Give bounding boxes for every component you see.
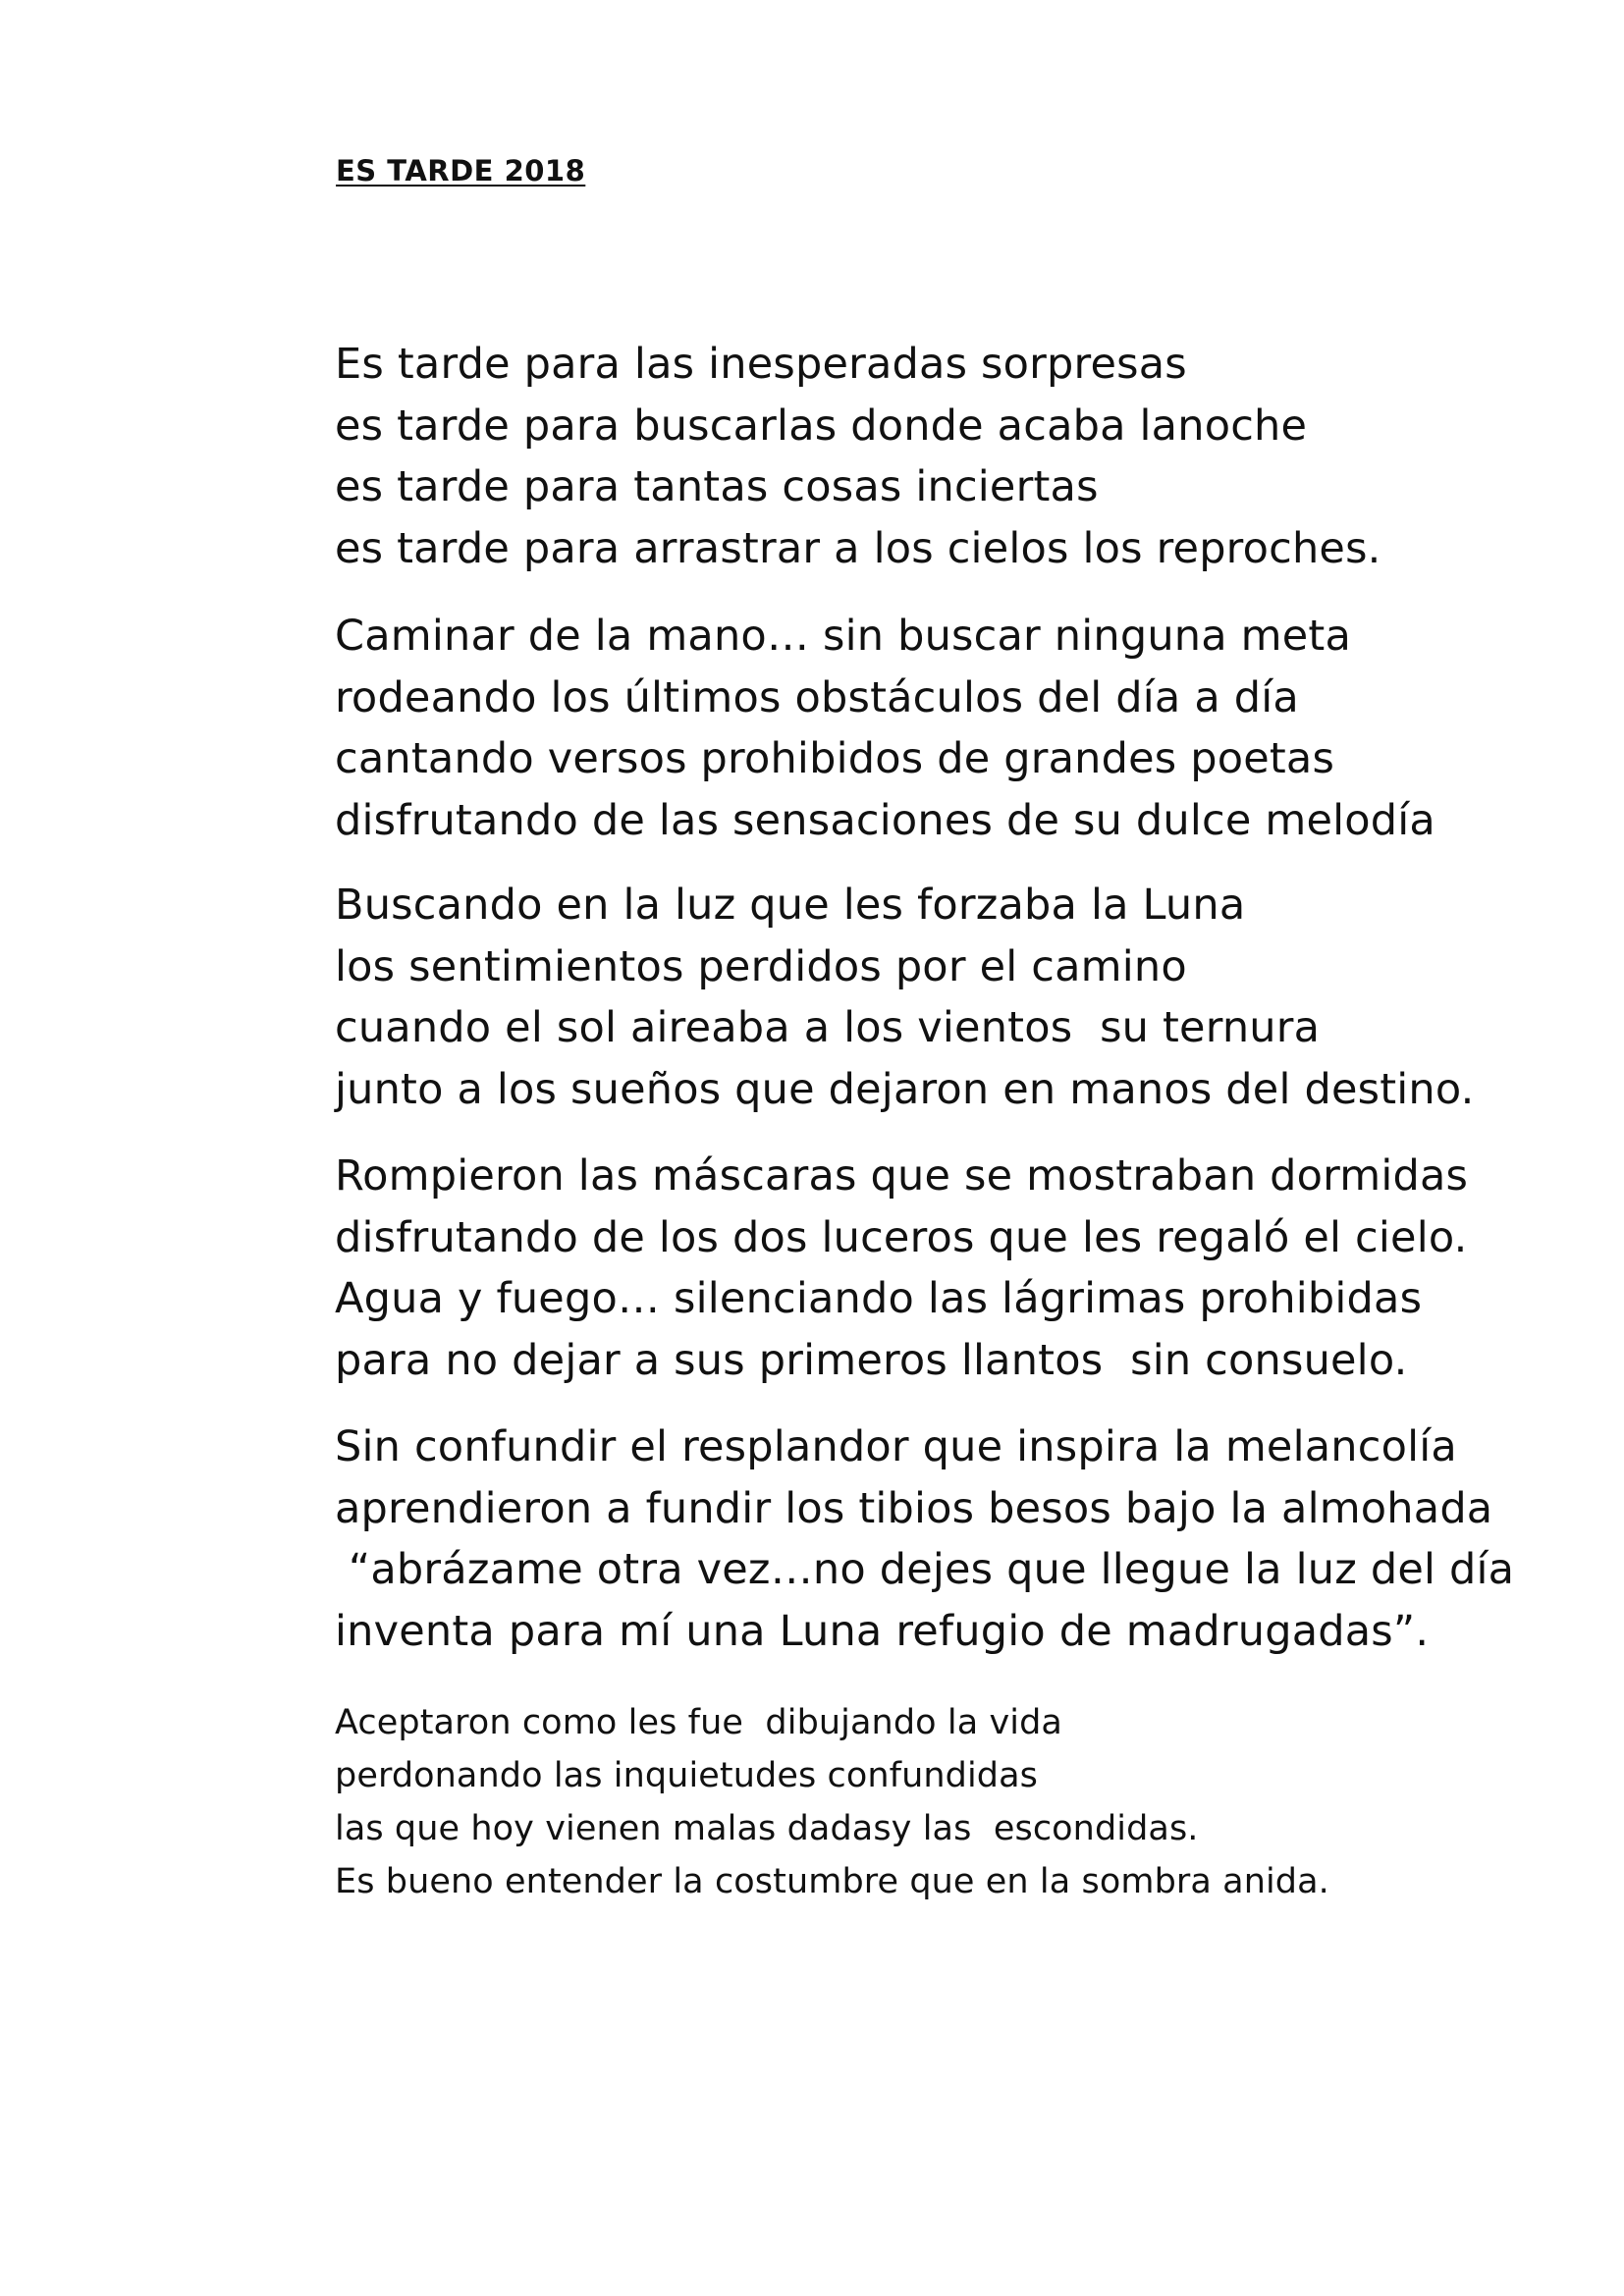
poem-line: Es bueno entender la costumbre que en la sombra anida.	[335, 1862, 1329, 1901]
poem-line: rodeando los últimos obstáculos del día a día	[335, 672, 1299, 722]
poem-line: Sin confundir el resplandor que inspira la melancolía	[335, 1422, 1457, 1471]
stanza	[335, 606, 1435, 851]
poem-line: las que hoy vienen malas dadasy las escondidas.	[335, 1809, 1199, 1848]
poem-line: Rompieron las máscaras que se mostraban dormidas	[335, 1151, 1469, 1201]
poem-line: disfrutando de los dos luceros que les regaló el cielo.	[335, 1212, 1468, 1262]
stanza	[335, 875, 1475, 1120]
poem-line: Es tarde para las inesperadas sorpresas	[335, 340, 1187, 389]
poem-line: es tarde para arrastrar a los cielos los reproches.	[335, 523, 1381, 573]
stanza	[335, 1696, 1329, 1908]
poem-line: para no dejar a sus primeros llantos sin consuelo.	[335, 1335, 1408, 1385]
stanza	[335, 334, 1381, 579]
poem-line: aprendieron a fundir los tibios besos bajo la almohada	[335, 1483, 1493, 1533]
poem-line: inventa para mí una Luna refugio de madrugadas”.	[335, 1606, 1430, 1656]
poem-line: los sentimientos perdidos por el camino	[335, 941, 1187, 991]
stanza	[335, 1146, 1468, 1391]
poem-line: “abrázame otra vez…no dejes que llegue la luz del día	[335, 1545, 1515, 1594]
poem-line: Aceptaron como les fue dibujando la vida	[335, 1703, 1062, 1742]
poem-line: Caminar de la mano… sin buscar ninguna meta	[335, 612, 1351, 661]
poem-line: cuando el sol aireaba a los vientos su ternura	[335, 1003, 1321, 1052]
poem-line: disfrutando de las sensaciones de su dulce melodía	[335, 795, 1435, 845]
poem-line: Agua y fuego… silenciando las lágrimas prohibidas	[335, 1274, 1423, 1323]
poem-line: es tarde para tantas cosas inciertas	[335, 462, 1099, 511]
poem-line: es tarde para buscarlas donde acaba lanoche	[335, 400, 1308, 451]
poem-title: ES TARDE 2018	[336, 154, 586, 187]
poem-line: perdonando las inquietudes confundidas	[335, 1756, 1039, 1795]
poem-line: Buscando en la luz que les forzaba la Luna	[335, 881, 1246, 930]
poem-line: junto a los sueños que dejaron en manos del destino.	[335, 1064, 1475, 1114]
stanza	[335, 1416, 1514, 1662]
poem-line: cantando versos prohibidos de grandes poetas	[335, 734, 1335, 783]
